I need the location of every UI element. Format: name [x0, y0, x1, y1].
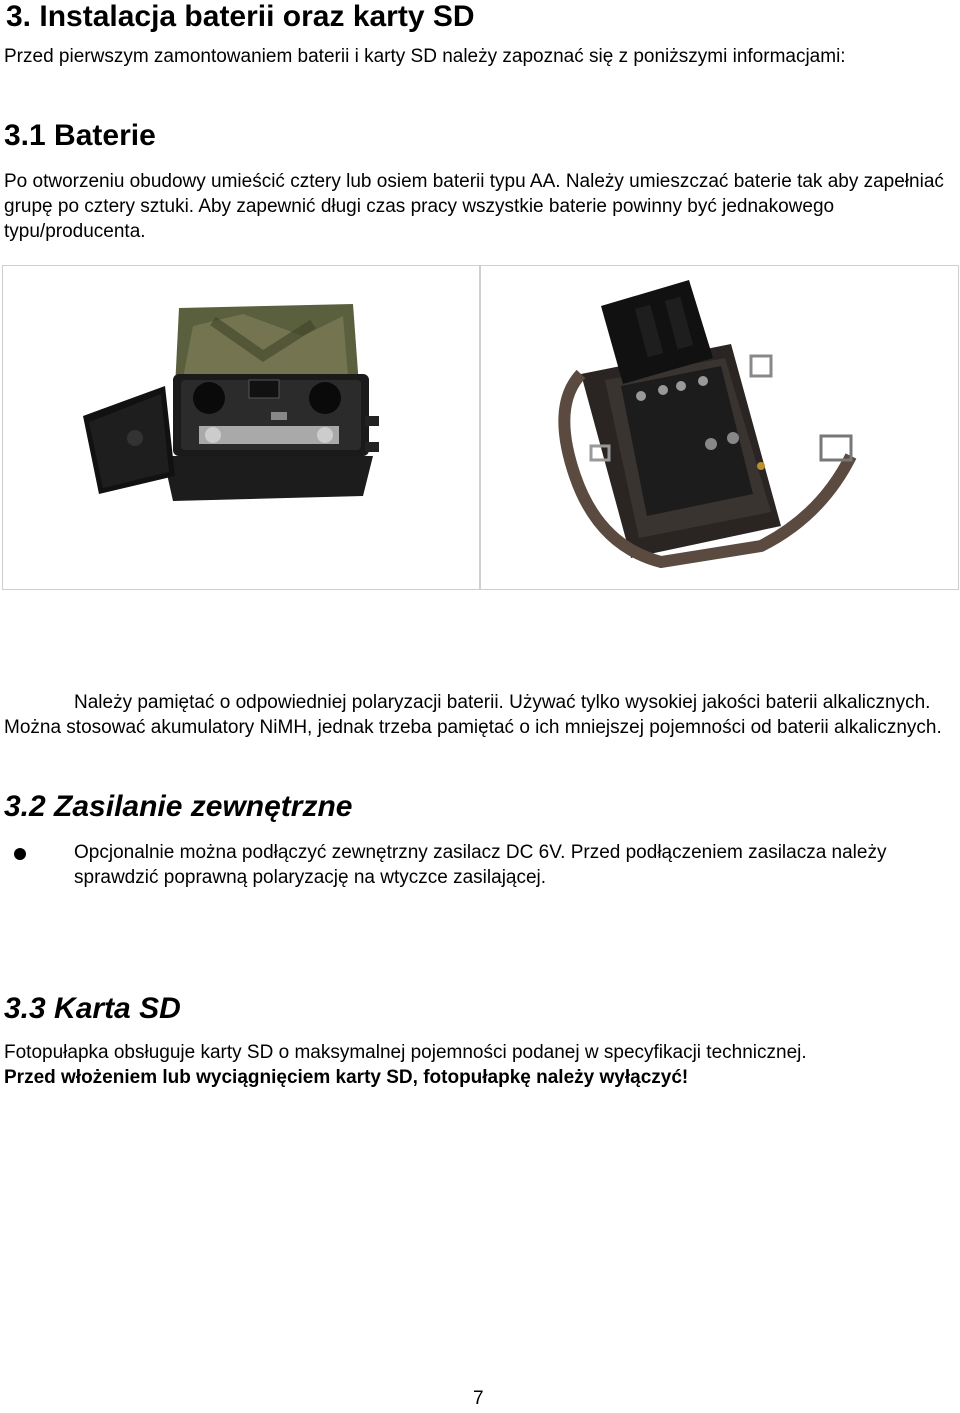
- section-3-1-heading: 3.1 Baterie: [4, 119, 156, 152]
- section-3-3-heading: [4, 991, 181, 1027]
- section-3-2-heading: [4, 789, 352, 825]
- section-3-heading: 3. Instalacja baterii oraz karty SD: [6, 0, 475, 33]
- camera-open-illustration: [3, 266, 479, 589]
- section-3-2-title: 3.2 Zasilanie zewnętrzne: [4, 790, 353, 823]
- sd-card-warning-bold: Przed włożeniem lub wyciągnięciem karty SD, fotopułapkę należy wyłączyć!: [4, 1067, 689, 1088]
- bullet-point-icon: [14, 848, 26, 860]
- camera-battery-photo-left: [2, 265, 480, 590]
- sd-card-text: Fotopułapka obsługuje karty SD o maksymalnej pojemności podanej w specyfikacji technicznej.: [4, 1042, 807, 1063]
- battery-polarity-note: Należy pamiętać o odpowiedniej polaryzacji baterii. Używać tylko wysokiej jakości baterii alkalicznych. Można stosować akumulatory NiMH, jednak trzeba pamiętać o ich mniejszej pojemności od baterii alkalicznych.: [4, 692, 942, 738]
- section-3-1-text: Po otworzeniu obudowy umieścić cztery lub osiem baterii typu AA. Należy umieszczać baterie tak aby zapełniać grupę po cztery sztuki. Aby zapewnić długi czas pracy wszystkie baterie powinny być jednakowego typu/producenta.: [4, 171, 944, 242]
- external-power-text: Opcjonalnie można podłączyć zewnętrzny zasilacz DC 6V. Przed podłączeniem zasilacza należy sprawdzić poprawną polaryzację na wtyczce zasilającej.: [74, 842, 887, 888]
- camera-tray-illustration: [481, 266, 958, 589]
- camera-battery-photo-right: [480, 265, 959, 590]
- sd-card-warning: [4, 1065, 954, 1090]
- section-3-intro: Przed pierwszym zamontowaniem baterii i karty SD należy zapoznać się z poniższymi informacjami:: [4, 46, 846, 67]
- section-3-3-title: 3.3 Karta SD: [4, 992, 181, 1025]
- page-number: 7: [473, 1388, 484, 1409]
